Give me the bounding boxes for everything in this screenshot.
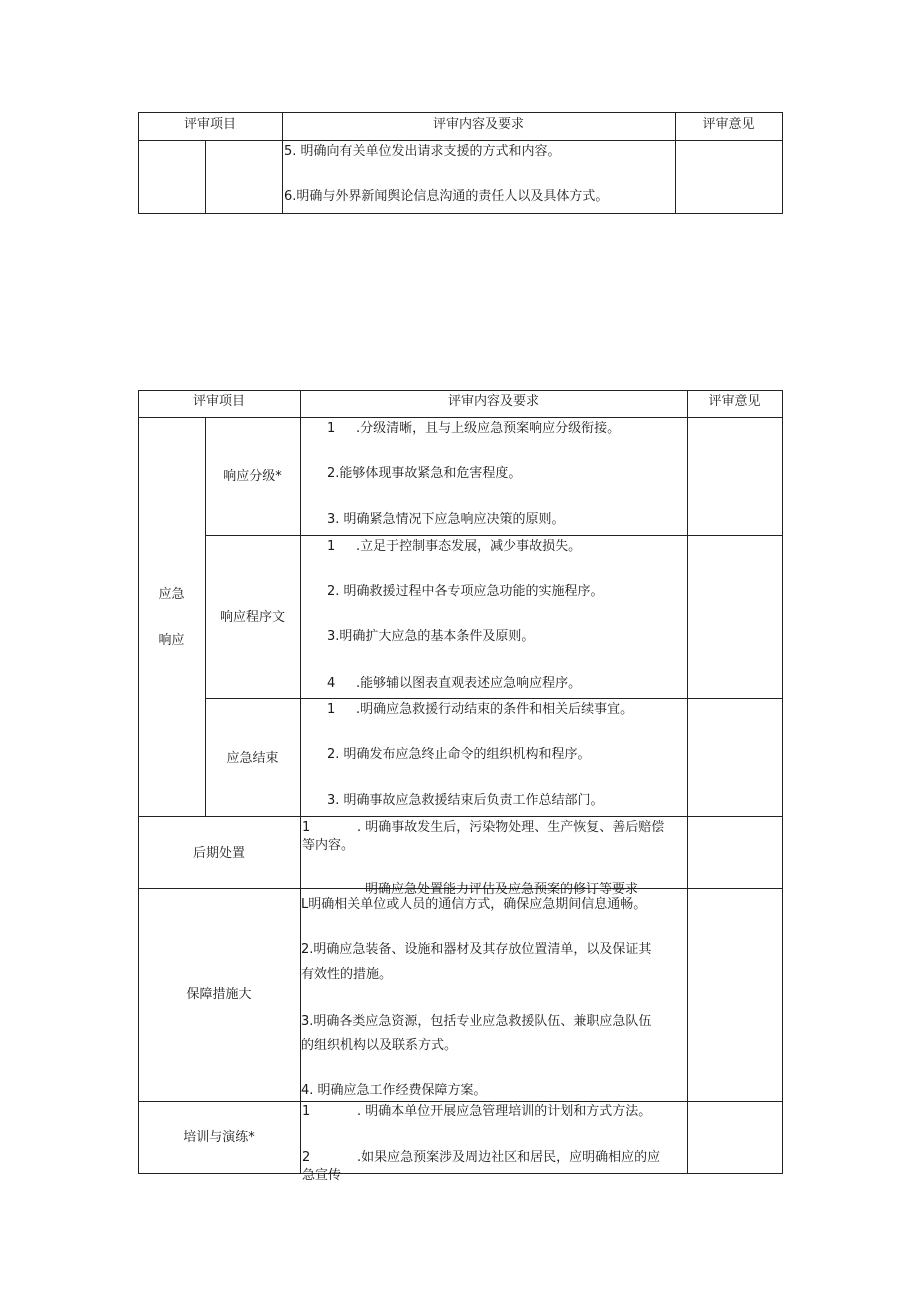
- row-label-response-procedure: 响应程序文: [219, 610, 285, 625]
- requirement-line: 的组织机构以及联系方式。: [301, 1038, 458, 1053]
- row-label-training: 培训与演练*: [183, 1130, 255, 1145]
- requirement-line: 3.明确各类应急资源，包括专业应急救援队伍、兼职应急队伍: [301, 1014, 652, 1029]
- requirement-line: 4. 明确应急工作经费保障方案。: [301, 1083, 487, 1098]
- requirement-line: 2. 明确发布应急终止命令的组织机构和程序。: [327, 747, 591, 762]
- requirement-line: 等内容。: [302, 838, 355, 853]
- requirement-line: 6.明确与外界新闻舆论信息沟通的责任人以及具体方式。: [284, 189, 609, 204]
- requirement-line: .能够辅以图表直观表述应急响应程序。: [356, 676, 582, 691]
- header-review-opinion: 评审意见: [708, 394, 761, 409]
- row-label-aftercare: 后期处置: [192, 846, 245, 861]
- header-review-opinion: 评审意见: [702, 117, 755, 132]
- requirement-line: .分级清晰，且与上级应急预案响应分级衔接。: [356, 421, 621, 436]
- item-number: 4: [327, 676, 336, 691]
- header-review-item: 评审项目: [192, 394, 245, 409]
- requirement-line: L明确相关单位或人员的通信方式，确保应急期间信息通畅。: [301, 897, 647, 912]
- requirement-line: .如果应急预案涉及周边社区和居民，应明确相应的应: [357, 1150, 661, 1165]
- requirement-line-cut: 急宣传: [302, 1168, 342, 1183]
- aftercare-content: [301, 817, 687, 897]
- section-label-emergency: 应急: [158, 587, 185, 602]
- requirement-line: .明确应急救援行动结束的条件和相关后续事宜。: [356, 702, 634, 717]
- requirement-line: . 明确事故发生后，污染物处理、生产恢复、善后赔偿: [357, 820, 665, 835]
- row-label-response-level: 响应分级*: [223, 469, 282, 484]
- requirement-line: 3. 明确紧急情况下应急响应决策的原则。: [327, 512, 565, 527]
- requirement-line: . 明确本单位开展应急管理培训的计划和方式方法。: [357, 1104, 652, 1119]
- item-number: 1: [327, 421, 336, 436]
- header-review-content: 评审内容及要求: [432, 117, 524, 132]
- header-review-item: 评审项目: [183, 117, 236, 132]
- item-number: 1: [302, 1104, 311, 1119]
- item-number: 1: [327, 702, 336, 717]
- item-number: 1: [327, 539, 336, 554]
- item-number: 1: [302, 820, 311, 835]
- section-label-response: 响应: [158, 633, 185, 648]
- requirement-line: .立足于控制事态发展，减少事故损失。: [356, 539, 582, 554]
- training-content: [301, 1102, 687, 1183]
- requirement-line: 5. 明确向有关单位发出请求支援的方式和内容。: [284, 144, 561, 159]
- requirement-line: 2.能够体现事故紧急和危害程度。: [327, 466, 522, 481]
- requirement-line: 有效性的措施。: [301, 967, 393, 982]
- row-label-safeguard: 保障措施大: [186, 987, 252, 1002]
- requirement-line: 3.明确扩大应急的基本条件及原则。: [327, 629, 535, 644]
- header-review-content: 评审内容及要求: [447, 394, 539, 409]
- row-label-response-end: 应急结束: [226, 751, 279, 766]
- requirement-line: 2.明确应急装备、设施和器材及其存放位置清单，以及保证其: [301, 942, 652, 957]
- item-number: 2: [302, 1150, 311, 1165]
- requirement-line: 2. 明确救援过程中各专项应急功能的实施程序。: [327, 584, 604, 599]
- requirement-line: 3. 明确事故应急救援结束后负责工作总结部门。: [327, 793, 604, 808]
- requirement-line-cut: 明确应急处置能力评估及应急预案的修订等要求: [365, 882, 639, 897]
